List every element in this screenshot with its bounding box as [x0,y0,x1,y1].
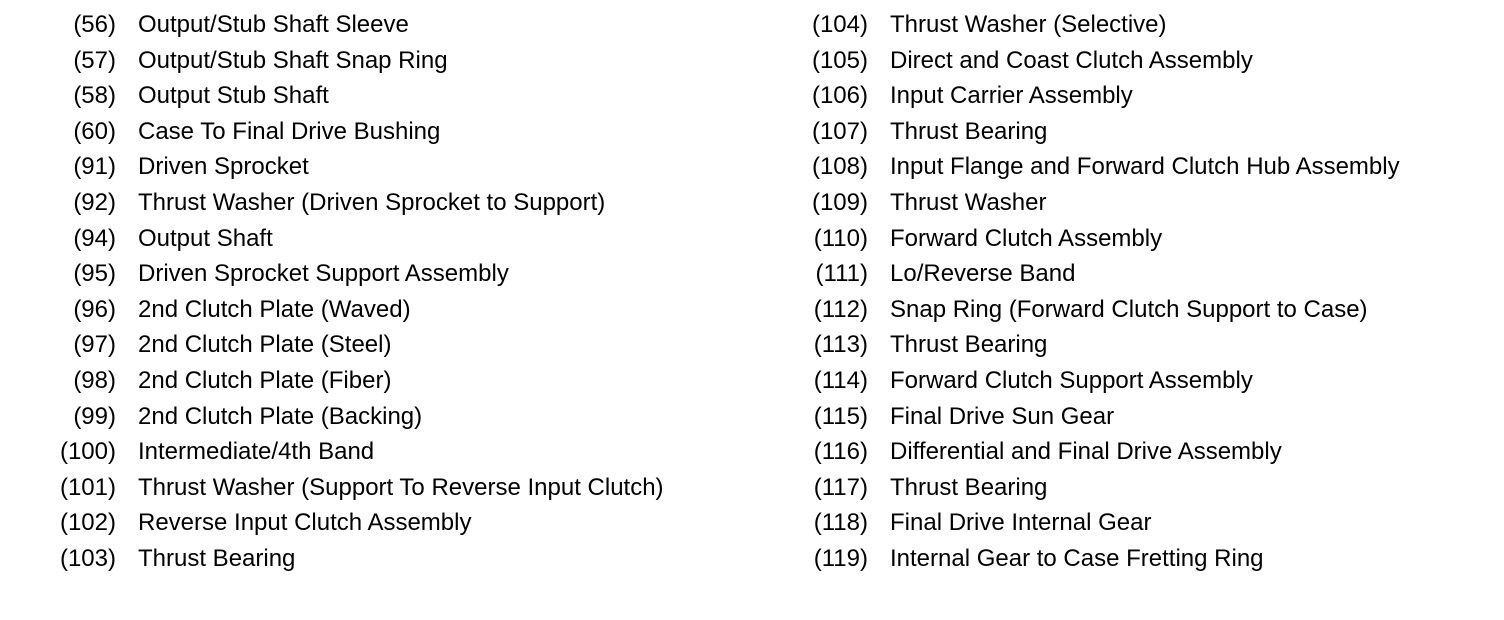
item-label: Output Shaft [138,224,273,252]
item-number: (100) [59,438,116,466]
item-label: Reverse Input Clutch Assembly [138,509,472,537]
item-label: Driven Sprocket Support Assembly [138,260,509,288]
item-number: (111) [815,260,868,288]
item-number: (104) [811,11,868,38]
item-number: (58) [73,82,116,110]
legend-item [38,437,758,467]
legend-item [790,224,1490,254]
item-number: (56) [73,11,116,38]
item-number: (91) [73,153,116,181]
item-label: Thrust Bearing [890,473,1048,501]
item-label: Thrust Bearing [138,544,296,572]
item-label: Thrust Washer (Selective) [890,11,1167,38]
item-number: (112) [813,295,868,323]
item-label: Thrust Washer [890,188,1047,216]
item-label: Final Drive Internal Gear [890,509,1152,537]
legend-item [790,81,1490,111]
legend-item [38,259,758,289]
legend-item [790,117,1490,147]
item-number: (115) [813,402,868,430]
item-number: (103) [59,544,116,572]
legend-item [38,295,758,325]
item-number: (116) [813,438,868,466]
legend-column-right [790,10,1490,580]
legend-item [38,402,758,432]
item-number: (94) [73,224,116,252]
legend-item [790,544,1490,574]
item-label: Output/Stub Shaft Snap Ring [138,46,448,74]
legend-item [790,437,1490,467]
legend-item [38,473,758,503]
item-number: (96) [73,295,116,323]
item-number: (114) [813,366,868,394]
item-label: Thrust Washer (Support To Reverse Input Clutch) [138,473,664,501]
item-number: (106) [811,82,868,110]
legend-item [790,259,1490,289]
item-label: 2nd Clutch Plate (Waved) [138,295,411,323]
item-number: (119) [813,544,868,572]
item-number: (97) [73,331,116,359]
item-number: (107) [811,117,868,145]
legend-column-left [38,10,758,580]
item-number: (92) [73,188,116,216]
item-label: Case To Final Drive Bushing [138,117,441,145]
item-number: (101) [59,473,116,501]
legend-item [38,46,758,76]
legend-item [38,544,758,574]
item-number: (102) [59,509,116,537]
legend-item [38,330,758,360]
item-number: (95) [73,260,116,288]
item-label: Driven Sprocket [138,153,309,181]
legend-item [38,10,758,40]
item-label: Differential and Final Drive Assembly [890,438,1282,466]
legend-item [790,402,1490,432]
legend-item [790,473,1490,503]
legend-item [790,508,1490,538]
item-label: Final Drive Sun Gear [890,402,1115,430]
item-label: Input Carrier Assembly [890,82,1133,110]
legend-item [790,46,1490,76]
legend-item [38,366,758,396]
item-label: Thrust Washer (Driven Sprocket to Support) [138,188,606,216]
item-number: (105) [811,46,868,74]
item-label: 2nd Clutch Plate (Steel) [138,331,392,359]
legend-item [790,330,1490,360]
item-label: 2nd Clutch Plate (Fiber) [138,366,392,394]
legend-item [38,508,758,538]
item-number: (98) [73,366,116,394]
item-label: Direct and Coast Clutch Assembly [890,46,1253,74]
item-label: Internal Gear to Case Fretting Ring [890,544,1264,572]
item-label: Forward Clutch Support Assembly [890,366,1253,394]
item-number: (117) [813,473,868,501]
item-number: (108) [811,153,868,181]
item-number: (60) [73,117,116,145]
item-label: Forward Clutch Assembly [890,224,1163,252]
legend-item [790,10,1490,40]
item-number: (113) [813,331,868,359]
item-label: Input Flange and Forward Clutch Hub Assembly [890,153,1400,181]
legend-item [790,152,1490,182]
item-number: (99) [73,402,116,430]
item-number: (118) [813,509,868,537]
item-label: 2nd Clutch Plate (Backing) [138,402,423,430]
legend-item [38,188,758,218]
legend-item [38,117,758,147]
legend-item [38,81,758,111]
legend-item [790,295,1490,325]
legend-item [38,152,758,182]
item-number: (110) [813,224,868,252]
item-label: Snap Ring (Forward Clutch Support to Case) [890,295,1368,323]
legend-item [790,366,1490,396]
legend-item [38,224,758,254]
item-number: (109) [811,188,868,216]
item-number: (57) [73,46,116,74]
legend-item [790,188,1490,218]
item-label: Output Stub Shaft [138,82,329,110]
item-label: Thrust Bearing [890,117,1048,145]
item-label: Thrust Bearing [890,331,1048,359]
item-label: Intermediate/4th Band [138,438,375,466]
item-label: Output/Stub Shaft Sleeve [138,11,409,38]
item-label: Lo/Reverse Band [890,260,1076,288]
